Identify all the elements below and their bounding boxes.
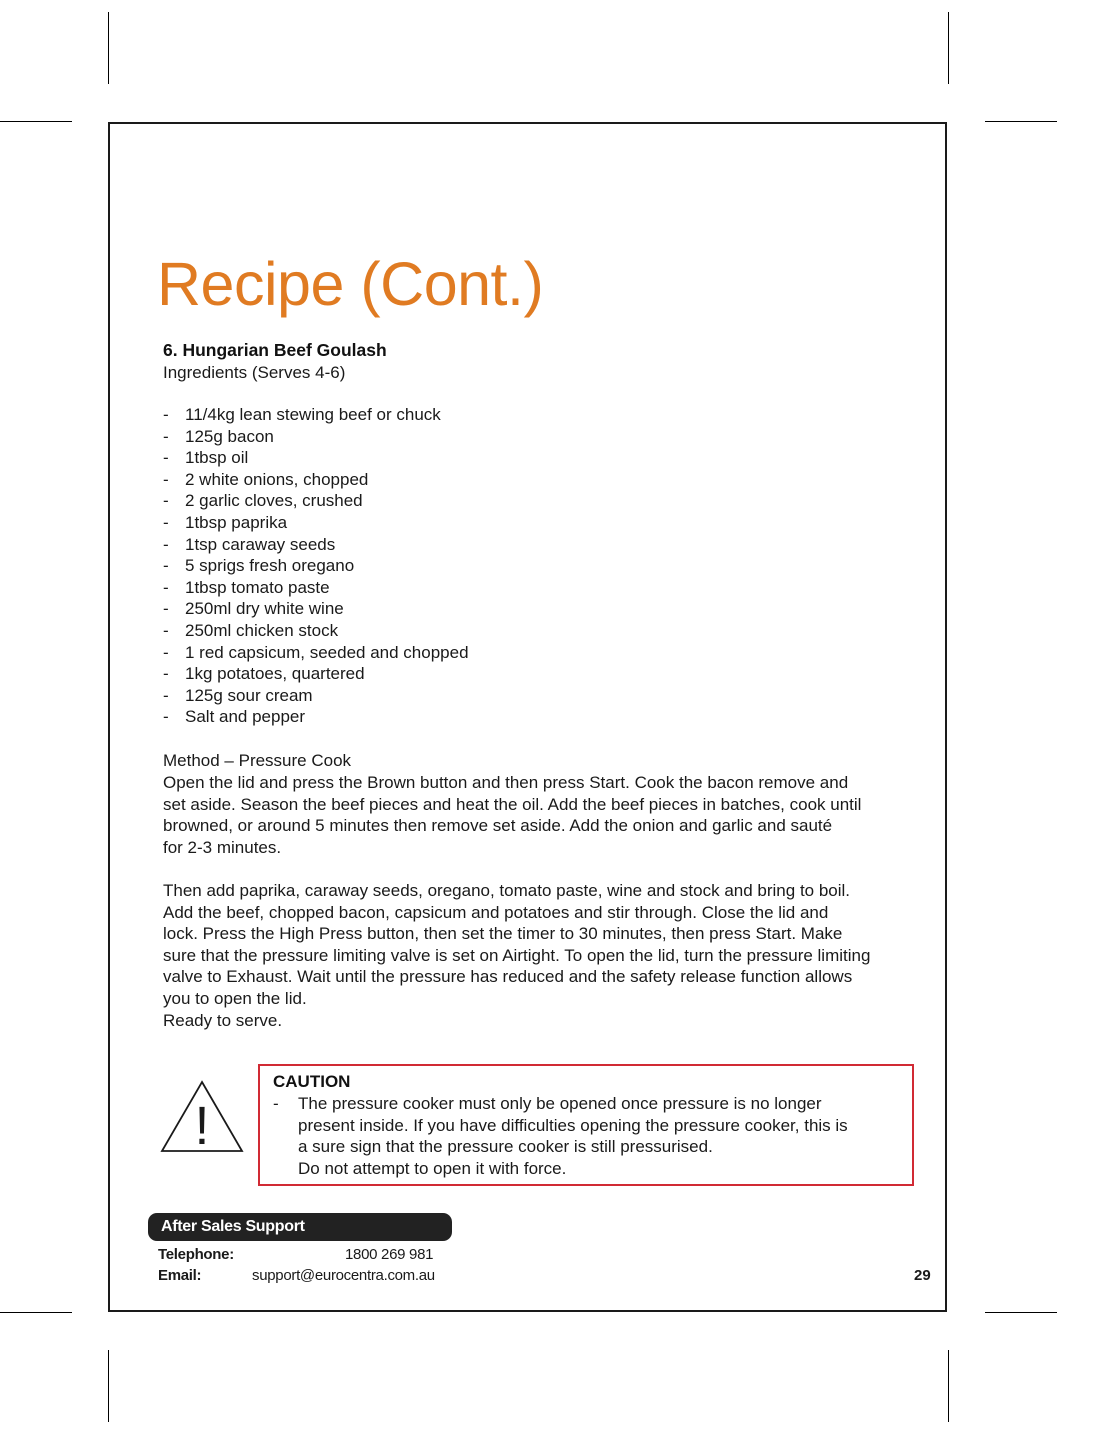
telephone-label: Telephone: — [158, 1246, 234, 1263]
caution-line: Do not attempt to open it with force. — [298, 1159, 567, 1178]
warning-triangle-icon — [160, 1080, 244, 1154]
ingredient-text: Salt and pepper — [185, 707, 306, 727]
ingredient-text: 11/4kg lean stewing beef or chuck — [185, 405, 441, 424]
list-dash: - — [163, 426, 169, 446]
method-line: lock. Press the High Press button, then set the timer to 30 minutes, then press Start. Make — [163, 924, 843, 943]
ingredient-text: 1tbsp tomato paste — [185, 577, 330, 597]
list-dash: - — [163, 577, 169, 597]
ingredient-text: 250ml chicken stock — [185, 620, 339, 640]
method-line: Add the beef, chopped bacon, capsicum and potatoes and stir through. Close the lid and — [163, 903, 829, 922]
list-item — [163, 555, 469, 577]
page-number: 29 — [914, 1267, 931, 1284]
ingredient-text: 1kg potatoes, quartered — [185, 664, 365, 684]
ingredient-text: 1 red capsicum, seeded and chopped — [185, 642, 469, 662]
caution-title: CAUTION — [273, 1072, 351, 1091]
list-dash: - — [163, 512, 169, 532]
method-line: for 2-3 minutes. — [163, 838, 282, 857]
method-line: Ready to serve. — [163, 1011, 283, 1030]
list-dash: - — [163, 620, 169, 640]
list-item — [163, 642, 469, 664]
telephone-number: 1800 269 981 — [345, 1246, 434, 1263]
list-item — [163, 426, 469, 448]
recipe-heading: 6. Hungarian Beef Goulash — [163, 340, 387, 360]
caution-dash: - — [273, 1094, 279, 1113]
page-title: Recipe (Cont.) — [157, 250, 544, 318]
ingredient-text: 125g bacon — [185, 426, 274, 446]
method-line: sure that the pressure limiting valve is set on Airtight. To open the lid, turn the pressure limiting — [163, 946, 871, 965]
list-item — [163, 404, 469, 426]
list-dash: - — [163, 448, 169, 468]
list-dash: - — [163, 685, 169, 705]
method-title: Method – Pressure Cook — [163, 751, 352, 770]
method-line: valve to Exhaust. Wait until the pressure has reduced and the safety release function allows — [163, 967, 853, 986]
list-item — [163, 663, 469, 685]
list-item — [163, 447, 469, 469]
crop-mark — [985, 1312, 1057, 1313]
crop-mark — [985, 121, 1057, 122]
email-address: support@eurocentra.com.au — [252, 1267, 435, 1284]
list-item — [163, 577, 469, 599]
method-line: Open the lid and press the Brown button and then press Start. Cook the bacon remove and — [163, 773, 849, 792]
list-item — [163, 534, 469, 556]
caution-line: The pressure cooker must only be opened once pressure is no longer — [298, 1094, 822, 1113]
crop-mark — [108, 1350, 109, 1422]
ingredient-text: 1tbsp paprika — [185, 512, 288, 532]
ingredient-list — [163, 404, 469, 728]
list-dash: - — [163, 534, 169, 554]
list-item — [163, 620, 469, 642]
list-dash: - — [163, 405, 169, 424]
list-item — [163, 490, 469, 512]
list-dash: - — [163, 469, 169, 489]
ingredient-text: 1tsp caraway seeds — [185, 534, 336, 554]
list-dash: - — [163, 491, 169, 511]
list-item — [163, 512, 469, 534]
ingredient-text: 5 sprigs fresh oregano — [185, 556, 355, 576]
caution-line: a sure sign that the pressure cooker is still pressurised. — [298, 1137, 713, 1156]
ingredient-text: 2 white onions, chopped — [185, 469, 369, 489]
method-line: set aside. Season the beef pieces and heat the oil. Add the beef pieces in batches, cook until — [163, 795, 862, 814]
list-dash: - — [163, 664, 169, 684]
support-title: After Sales Support — [161, 1218, 305, 1235]
email-label: Email: — [158, 1267, 202, 1284]
ingredient-text: 250ml dry white wine — [185, 599, 344, 619]
warning-exclamation: ! — [194, 1096, 210, 1154]
list-dash: - — [163, 599, 169, 619]
ingredient-text: 125g sour cream — [185, 685, 313, 705]
method-line: Then add paprika, caraway seeds, oregano, tomato paste, wine and stock and bring to boil. — [163, 881, 851, 900]
ingredients-subheading: Ingredients (Serves 4-6) — [163, 363, 346, 382]
method-line: you to open the lid. — [163, 989, 307, 1008]
list-item — [163, 598, 469, 620]
method-line: browned, or around 5 minutes then remove set aside. Add the onion and garlic and sauté — [163, 816, 833, 835]
list-item — [163, 685, 469, 707]
list-item — [163, 469, 469, 491]
crop-mark — [948, 1350, 949, 1422]
crop-mark — [0, 1312, 72, 1313]
crop-mark — [108, 12, 109, 84]
list-dash: - — [163, 642, 169, 662]
ingredient-text: 1tbsp oil — [185, 448, 249, 468]
list-dash: - — [163, 556, 169, 576]
list-item — [163, 706, 469, 728]
caution-line: present inside. If you have difficulties opening the pressure cooker, this is — [298, 1116, 848, 1135]
crop-mark — [948, 12, 949, 84]
list-dash: - — [163, 707, 169, 727]
crop-mark — [0, 121, 72, 122]
ingredient-text: 2 garlic cloves, crushed — [185, 491, 363, 511]
